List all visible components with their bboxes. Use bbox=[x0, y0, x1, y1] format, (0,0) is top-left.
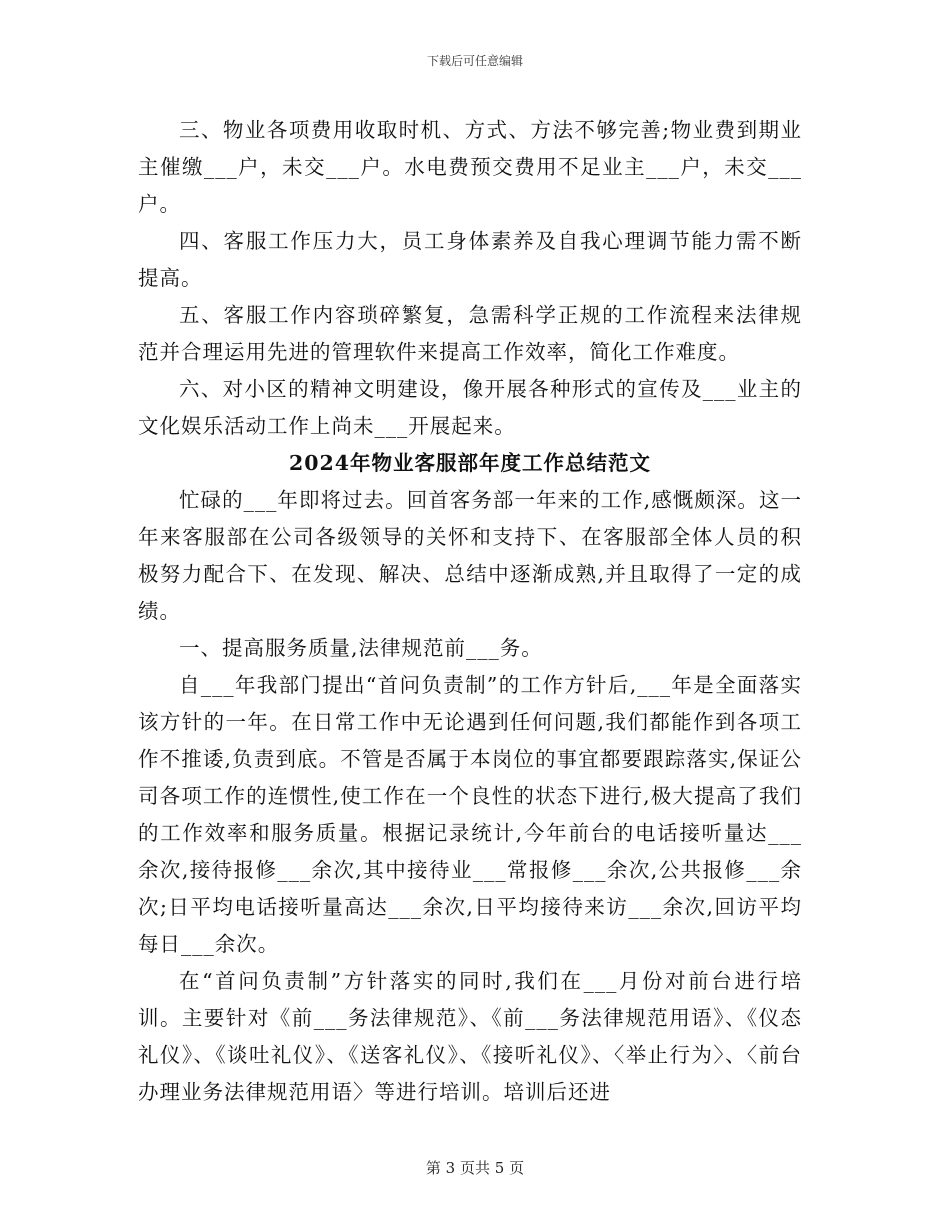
body-paragraph: 自___年我部门提出“首问负责制”的工作方针后,___年是全面落实该方针的一年。在日常工作中无论遇到任何问题,我们都能作到各项工作不推诿,负责到底。不管是否属于本岗位的事宜都要跟踪落实,保证公司各项工作的连惯性,使工作在一个良性的状态下进行,极大提高了我们的工作效率和服务质量。根据记录统计,今年前台的电话接听量达___余次,接待报修___余次,其中接待业___常报修___余次,公共报修___余次;日平均电话接听量高达___余次,日平均接待来访___余次,回访平均每日___余次。 bbox=[138, 673, 802, 956]
paragraph-item-5: 五、客服工作内容琐碎繁复，急需科学正规的工作流程来法律规范并合理运用先进的管理软件来提高工作效率，简化工作难度。 bbox=[138, 303, 802, 364]
paragraph-item-6: 六、对小区的精神文明建设，像开展各种形式的宣传及___业主的文化娱乐活动工作上尚未___开展起来。 bbox=[138, 377, 802, 438]
document-title: 2024年物业客服部年度工作总结范文 bbox=[288, 451, 652, 475]
document-body bbox=[138, 112, 802, 1111]
page-footer: 第 3 页共 5 页 bbox=[425, 1159, 525, 1177]
paragraph-item-3: 三、物业各项费用收取时机、方式、方法不够完善;物业费到期业主催缴___户，未交___户。水电费预交费用不足业主___户，未交___户。 bbox=[138, 118, 802, 216]
training-paragraph: 在“首问负责制”方针落实的同时,我们在___月份对前台进行培训。主要针对《前___务法律规范》、《前___务法律规范用语》、《仪态礼仪》、《谈吐礼仪》、《送客礼仪》、《接听礼仪》、〈举止行为〉、〈前台办理业务法律规范用语〉等进行培训。培训后还进 bbox=[138, 969, 802, 1104]
page-header: 下载后可任意编辑 bbox=[426, 54, 523, 68]
paragraph-item-4: 四、客服工作压力大，员工身体素养及自我心理调节能力需不断提高。 bbox=[138, 229, 802, 290]
intro-paragraph: 忙碌的___年即将过去。回首客务部一年来的工作,感慨颇深。这一年来客服部在公司各级领导的关怀和支持下、在客服部全体人员的积极努力配合下、在发现、解决、总结中逐渐成熟,并且取得了一定的成绩。 bbox=[138, 488, 802, 623]
section-heading-1: 一、提高服务质量,法律规范前___务。 bbox=[179, 636, 543, 660]
